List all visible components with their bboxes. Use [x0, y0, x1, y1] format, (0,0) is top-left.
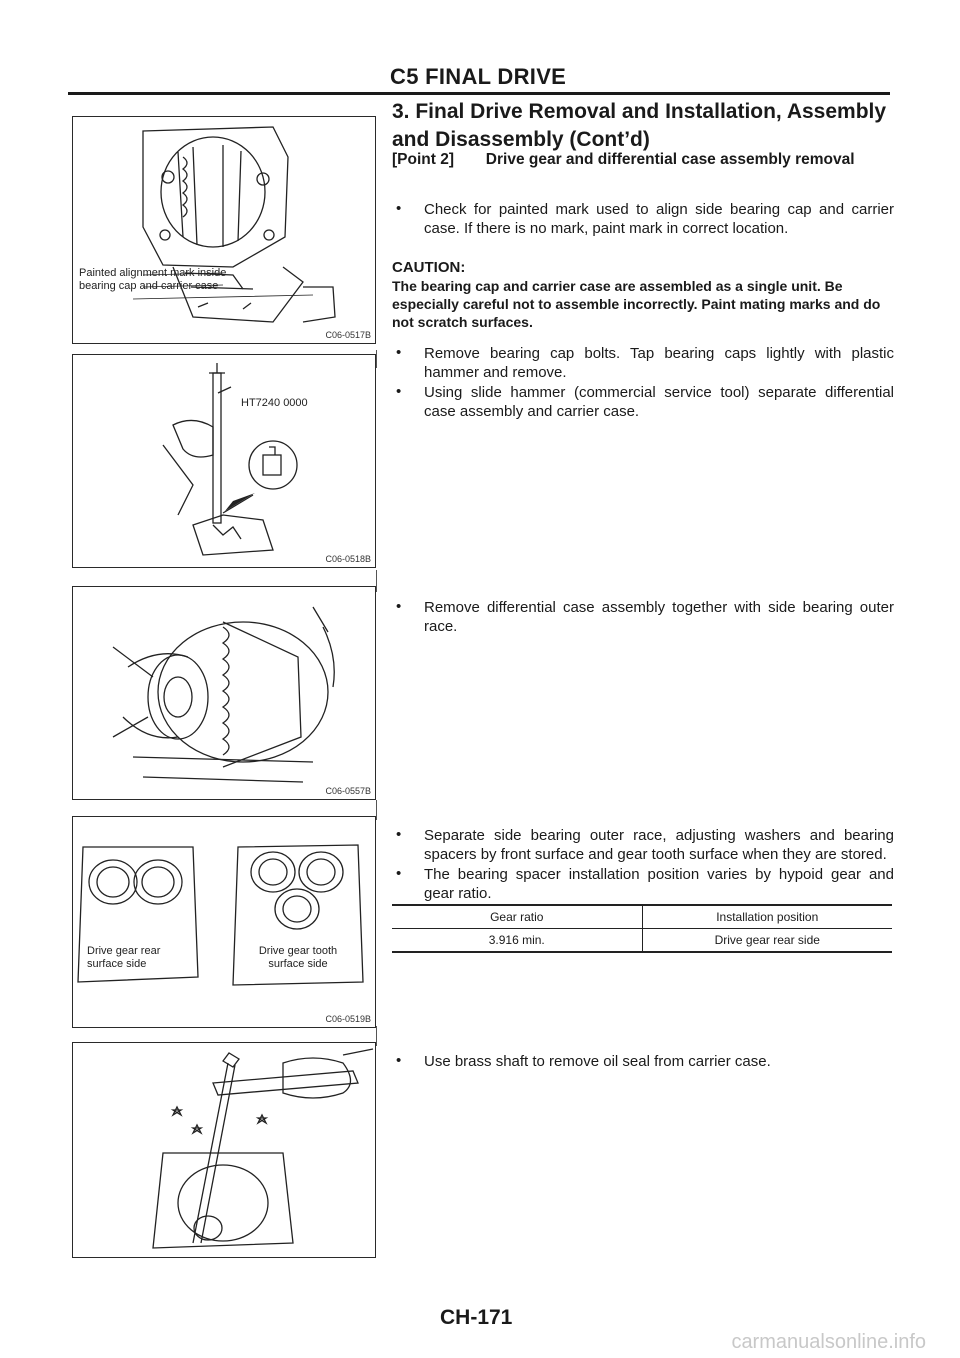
bullet-dot: • [396, 865, 402, 882]
table-header-row [392, 905, 892, 929]
bullet-check-painted-mark: Check for painted mark used to align side bearing cap and carrier case. If there is no mark, paint mark in correct location. [424, 201, 894, 237]
caution-title: CAUTION: [392, 259, 466, 276]
bullet-dot: • [396, 344, 402, 361]
table-header-gear-ratio: Gear ratio [392, 905, 642, 929]
bullet-separate-races: Separate side bearing outer race, adjusting washers and bearing spacers by front surface and gear tooth surface when they are stored. [424, 827, 894, 863]
figure-oil-seal-removal [72, 1042, 376, 1258]
bullet-oil-seal: Use brass shaft to remove oil seal from carrier case. [424, 1053, 771, 1070]
figure-bearing-storage [72, 816, 376, 1028]
figure-code: C06-0518B [325, 554, 371, 564]
column-divider [376, 800, 377, 820]
bullet-dot: • [396, 200, 402, 217]
page-header-title: C5 FINAL DRIVE [390, 64, 567, 89]
table-cell-gear-ratio: 3.916 min. [392, 929, 642, 953]
figure-code: C06-0557B [325, 786, 371, 796]
table-row [392, 929, 892, 953]
slide-hammer-illustration [73, 355, 375, 567]
figure-bearing-cap-mark [72, 116, 376, 344]
figure-label-left: Drive gear rear surface side [87, 945, 161, 970]
carrier-case-illustration [73, 117, 375, 343]
bullet-slide-hammer: Using slide hammer (commercial service tool) separate differential case assembly and carrier case. [424, 384, 894, 420]
gear-ratio-table [392, 904, 892, 953]
bearing-storage-illustration [73, 817, 375, 1027]
column-divider [376, 570, 377, 592]
column-divider [376, 350, 377, 368]
figure-label: Painted alignment mark inside bearing cap and carrier case [79, 267, 227, 292]
column-divider [376, 1026, 377, 1046]
figure-differential-removal [72, 586, 376, 800]
differential-case-illustration [73, 587, 375, 799]
oil-seal-illustration [73, 1043, 375, 1257]
header-rule [68, 92, 890, 95]
figure-code: C06-0519B [325, 1014, 371, 1024]
caution-block [392, 258, 892, 331]
figure-code: C06-0517B [325, 330, 371, 340]
bullet-dot: • [396, 598, 402, 615]
figure-slide-hammer [72, 354, 376, 568]
bullet-dot: • [396, 1052, 402, 1069]
page-number: CH-171 [440, 1306, 513, 1329]
section-title: 3. Final Drive Removal and Installation, Assembly and Disassembly (Cont’d) [392, 100, 887, 151]
point-heading-text: Drive gear and differential case assembly removal [485, 151, 855, 168]
table-cell-installation-position: Drive gear rear side [642, 929, 892, 953]
watermark-text: carmanualsonline.info [731, 1331, 926, 1353]
tool-number-label: HT7240 0000 [241, 397, 308, 409]
bullet-dot: • [396, 826, 402, 843]
table-header-installation-position: Installation position [642, 905, 892, 929]
bullet-remove-differential: Remove differential case assembly together with side bearing outer race. [424, 599, 894, 635]
point-label: [Point 2] [392, 151, 454, 168]
bullet-remove-bearing-cap: Remove bearing cap bolts. Tap bearing caps lightly with plastic hammer and remove. [424, 345, 894, 381]
bullet-dot: • [396, 383, 402, 400]
point-2-heading [392, 150, 892, 169]
caution-text: The bearing cap and carrier case are assembled as a single unit. Be especially careful not to assemble incorrectly. Paint mating marks and do not scratch surfaces. [392, 278, 881, 330]
figure-label-right: Drive gear tooth surface side [258, 945, 338, 970]
bullet-spacer-position: The bearing spacer installation position varies by hypoid gear and gear ratio. [424, 866, 894, 902]
